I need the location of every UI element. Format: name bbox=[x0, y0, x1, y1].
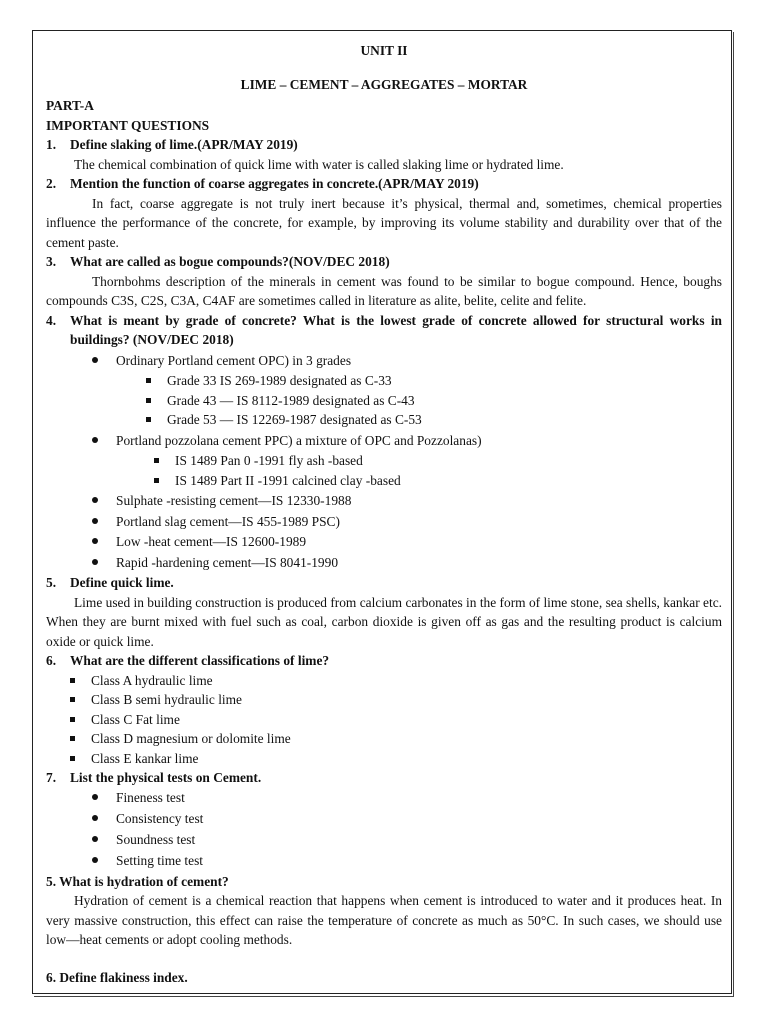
list-item: IS 1489 Pan 0 -1991 fly ash -based bbox=[46, 451, 722, 471]
list-item: Sulphate -resisting cement—IS 12330-1988 bbox=[46, 491, 722, 511]
list-item: Ordinary Portland cement OPC) in 3 grades bbox=[46, 351, 722, 371]
square-bullet-icon bbox=[146, 417, 151, 422]
list-item: Grade 43 — IS 8112-1989 designated as C-43 bbox=[46, 391, 722, 411]
list-item: Low -heat cement—IS 12600-1989 bbox=[46, 532, 722, 552]
bullet-icon bbox=[92, 538, 98, 544]
bullet-icon bbox=[92, 794, 98, 800]
list-item: Rapid -hardening cement—IS 8041-1990 bbox=[46, 553, 722, 573]
answer-3: Thornbohms description of the minerals in cement was found to be similar to bogue compound. Hence, boughs compounds C3S, C2S, C3A, C4AF are sometimes called in literature as alite, belite, celite and felite. bbox=[46, 273, 722, 308]
cement-types-list-2 bbox=[46, 431, 722, 451]
square-bullet-icon bbox=[70, 756, 75, 761]
unit-title: UNIT II bbox=[360, 43, 408, 58]
document-body bbox=[46, 41, 722, 987]
cement-types-list bbox=[46, 351, 722, 371]
ppc-list bbox=[46, 451, 722, 490]
bullet-icon bbox=[92, 815, 98, 821]
bullet-icon bbox=[92, 857, 98, 863]
list-item: Setting time test bbox=[46, 851, 722, 871]
list-item: IS 1489 Part II -1991 calcined clay -based bbox=[46, 471, 722, 491]
opc-grades-list bbox=[46, 371, 722, 430]
answer-2: In fact, coarse aggregate is not truly inert because it’s physical, thermal and, sometimes, chemical properties influence the performance of the concrete, for example, by improving its volume stability and durability over that of the cement paste. bbox=[46, 195, 722, 250]
square-bullet-icon bbox=[70, 717, 75, 722]
bullet-icon bbox=[92, 497, 98, 503]
physical-tests-list bbox=[46, 788, 722, 871]
question-flakiness: 6. Define flakiness index. bbox=[46, 969, 188, 985]
square-bullet-icon bbox=[154, 478, 159, 483]
question-5: 5. Define quick lime. bbox=[46, 575, 174, 590]
question-1: 1. Define slaking of lime.(APR/MAY 2019) bbox=[46, 137, 298, 152]
list-item: Portland slag cement—IS 455-1989 PSC) bbox=[46, 512, 722, 532]
answer-hydration: Hydration of cement is a chemical reaction that happens when cement is introduced to water and it produces heat. In very massive construction, this effect can raise the temperature of concrete as much as 50°C. In such cases, we should use low—heat cements or adopt cooling methods. bbox=[46, 893, 722, 947]
square-bullet-icon bbox=[70, 678, 75, 683]
list-item: Portland pozzolana cement PPC) a mixture of OPC and Pozzolanas) bbox=[46, 431, 722, 451]
list-item: Class C Fat lime bbox=[46, 710, 722, 730]
lime-classes-list bbox=[46, 671, 722, 769]
list-item: Grade 33 IS 269-1989 designated as C-33 bbox=[46, 371, 722, 391]
square-bullet-icon bbox=[70, 736, 75, 741]
bullet-icon bbox=[92, 559, 98, 565]
question-2: 2. Mention the function of coarse aggregates in concrete.(APR/MAY 2019) bbox=[46, 176, 479, 191]
square-bullet-icon bbox=[146, 378, 151, 383]
list-item: Class B semi hydraulic lime bbox=[46, 690, 722, 710]
part-label: PART-A bbox=[46, 98, 94, 113]
answer-1: The chemical combination of quick lime with water is called slaking lime or hydrated lime. bbox=[74, 156, 564, 172]
list-item: Consistency test bbox=[46, 809, 722, 829]
question-6: 6. What are the different classifications of lime? bbox=[46, 653, 330, 668]
question-hydration: 5. What is hydration of cement? bbox=[46, 873, 229, 889]
list-item: Class D magnesium or dolomite lime bbox=[46, 729, 722, 749]
square-bullet-icon bbox=[146, 398, 151, 403]
section-heading: IMPORTANT QUESTIONS bbox=[46, 117, 210, 133]
square-bullet-icon bbox=[70, 697, 75, 702]
question-7: 7. List the physical tests on Cement. bbox=[46, 770, 262, 785]
answer-5: Lime used in building construction is produced from calcium carbonates in the form of lime stone, sea shells, kankar etc. When they are burnt mixed with fuel such as coal, carbon dioxide is given off as gas and the resulting product is calcium oxide or quick lime. bbox=[46, 594, 722, 649]
list-item: Class E kankar lime bbox=[46, 749, 722, 769]
square-bullet-icon bbox=[154, 458, 159, 463]
list-item: Soundness test bbox=[46, 830, 722, 850]
list-item: Fineness test bbox=[46, 788, 722, 808]
bullet-icon bbox=[92, 437, 98, 443]
question-3: 3. What are called as bogue compounds?(NOV/DEC 2018) bbox=[46, 254, 390, 269]
bullet-icon bbox=[92, 836, 98, 842]
question-4: 4. What is meant by grade of concrete? What is the lowest grade of concrete allowed for structural works in buildings? (NOV/DEC 2018) bbox=[46, 312, 722, 347]
document-title: LIME – CEMENT – AGGREGATES – MORTAR bbox=[240, 76, 528, 92]
other-cements-list bbox=[46, 491, 722, 572]
list-item: Class A hydraulic lime bbox=[46, 671, 722, 691]
bullet-icon bbox=[92, 518, 98, 524]
bullet-icon bbox=[92, 357, 98, 363]
list-item: Grade 53 — IS 12269-1987 designated as C-53 bbox=[46, 410, 722, 430]
